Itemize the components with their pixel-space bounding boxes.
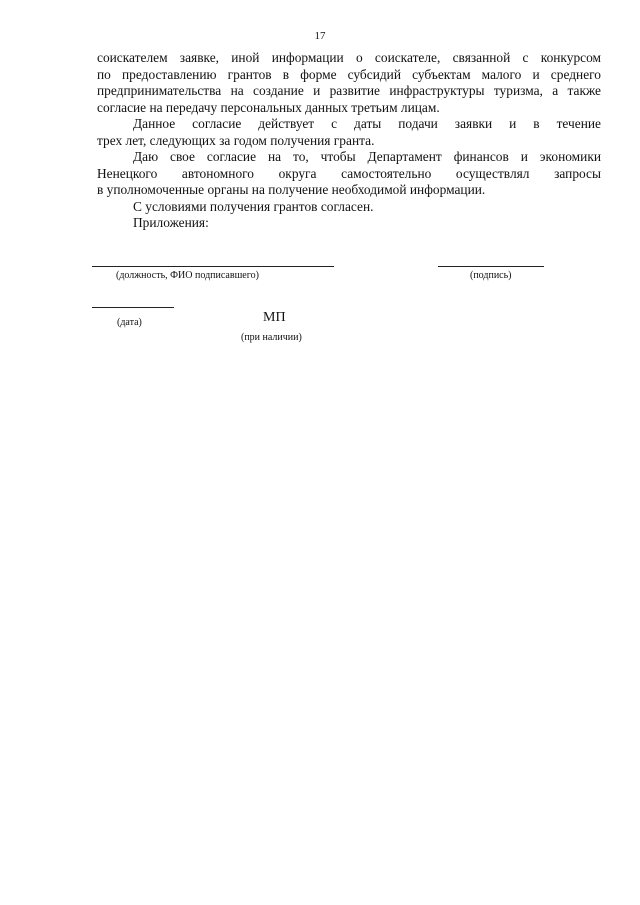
text-line: предпринимательства на создание и развитие инфраструктуры туризма, а также — [97, 83, 601, 98]
text-line: согласие на передачу персональных данных третьим лицам. — [97, 99, 440, 115]
page-number: 17 — [314, 30, 326, 42]
position-name-caption: (должность, ФИО подписавшего) — [116, 270, 259, 281]
signature-caption: (подпись) — [470, 270, 512, 281]
position-name-line — [92, 266, 334, 267]
paragraph-consent-requests — [97, 149, 601, 199]
text-line: в уполномоченные органы на получение необходимой информации. — [97, 182, 486, 197]
date-caption: (дата) — [117, 317, 142, 328]
paragraph-attachments — [97, 215, 601, 232]
text-line: С условиями получения грантов согласен. — [133, 198, 374, 214]
date-line — [92, 307, 174, 308]
stamp-label: МП — [263, 310, 286, 325]
document-body — [97, 50, 601, 232]
text-line: Приложения: — [133, 215, 209, 230]
paragraph-consent-continuation — [97, 50, 601, 116]
text-line: Даю свое согласие на то, чтобы Департамент финансов и экономики — [133, 149, 601, 164]
paragraph-consent-validity — [97, 116, 601, 149]
signature-line — [438, 266, 544, 267]
text-line: по предоставлению грантов в форме субсидий субъектам малого и среднего — [97, 66, 601, 82]
stamp-note: (при наличии) — [241, 332, 302, 343]
text-line: Ненецкого автономного округа самостоятельно осуществлял запросы — [97, 165, 601, 181]
text-line: соискателем заявке, иной информации о соискателе, связанной с конкурсом — [97, 50, 601, 65]
paragraph-conditions-agreement — [97, 199, 601, 216]
text-line: трех лет, следующих за годом получения гранта. — [97, 132, 375, 148]
text-line: Данное согласие действует с даты подачи заявки и в течение — [133, 116, 601, 131]
